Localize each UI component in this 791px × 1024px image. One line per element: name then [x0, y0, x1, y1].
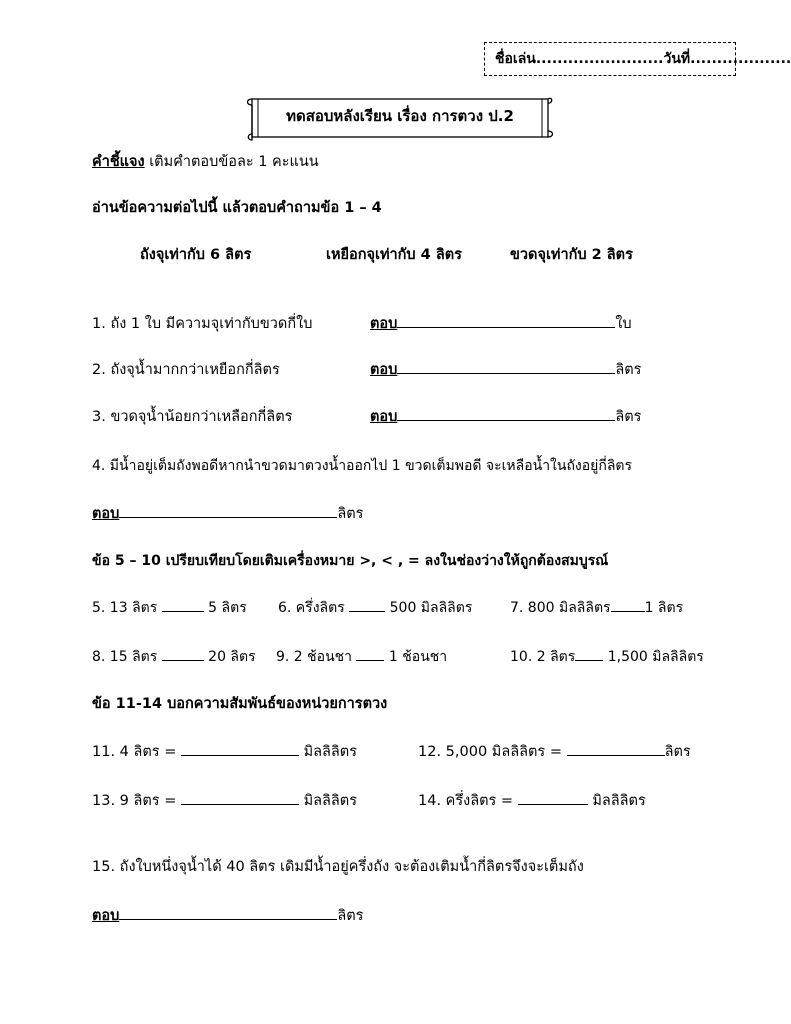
section3-heading: ข้อ 11-14 บอกความสัมพันธ์ของหน่วยการตวง: [92, 696, 388, 712]
q13-blank[interactable]: [181, 790, 299, 806]
answer-4[interactable]: [92, 502, 363, 525]
question-12[interactable]: [418, 740, 691, 763]
q13-unit: มิลลิลิตร: [303, 793, 357, 809]
q12-unit: ลิตร: [664, 744, 691, 760]
question-3: 3. ขวดจุน้ำน้อยกว่าเหลือกกี่ลิตร: [92, 409, 293, 425]
question-7[interactable]: [510, 597, 683, 619]
question-14[interactable]: [418, 789, 646, 812]
question-2: 2. ถังจุน้ำมากกว่าเหยือกกี่ลิตร: [92, 362, 280, 378]
q9-left: 9. 2 ช้อนชา: [276, 649, 353, 665]
answer-label: ตอบ: [370, 362, 398, 378]
q13-left: 13. 9 ลิตร =: [92, 793, 177, 809]
date-dots: ...................: [690, 51, 791, 67]
page-title: ทดสอบหลังเรียน เรื่อง การตวง ป.2: [286, 107, 514, 125]
answer-unit: ลิตร: [615, 362, 642, 378]
question-13[interactable]: [92, 789, 357, 812]
question-11[interactable]: [92, 740, 357, 763]
q10-blank[interactable]: [575, 646, 603, 661]
q8-blank[interactable]: [162, 646, 204, 661]
answer-label: ตอบ: [370, 409, 398, 425]
answer-unit: ใบ: [615, 316, 632, 332]
question-9[interactable]: [276, 646, 447, 668]
fact-bottle: ขวดจุเท่ากับ 2 ลิตร: [510, 247, 633, 263]
q14-left: 14. ครึ่งลิตร =: [418, 793, 514, 809]
q7-blank[interactable]: [611, 597, 645, 612]
answer-2[interactable]: [370, 358, 641, 381]
question-10[interactable]: [510, 646, 704, 668]
date-label: วันที่: [663, 51, 691, 67]
q8-left: 8. 15 ลิตร: [92, 649, 158, 665]
answer-15[interactable]: [92, 904, 363, 927]
question-4: 4. มีน้ำอยู่เต็มถังพอดีหากนำขวดมาตวงน้ำออกไป 1 ขวดเต็มพอดี จะเหลือน้ำในถังอยู่กี่ลิตร: [92, 458, 633, 474]
fact-bucket: ถังจุเท่ากับ 6 ลิตร: [140, 247, 252, 263]
q11-blank[interactable]: [181, 741, 299, 757]
answer-unit: ลิตร: [615, 409, 642, 425]
q6-left: 6. ครึ่งลิตร: [278, 600, 345, 616]
answer-label: ตอบ: [370, 316, 398, 332]
section1-heading: อ่านข้อความต่อไปนี้ แล้วตอบคำถามข้อ 1 – 4: [92, 200, 382, 216]
q5-right: 5 ลิตร: [208, 600, 247, 616]
fact-jug: เหยือกจุเท่ากับ 4 ลิตร: [326, 247, 462, 263]
section2-heading: ข้อ 5 – 10 เปรียบเทียบโดยเติมเครื่องหมาย >, < , = ลงในช่องว่างให้ถูกต้องสมบูรณ์: [92, 553, 609, 569]
answer-label: ตอบ: [92, 506, 120, 522]
q6-blank[interactable]: [349, 597, 385, 612]
q10-left: 10. 2 ลิตร: [510, 649, 576, 665]
answer-unit: ลิตร: [337, 506, 364, 522]
q14-unit: มิลลิลิตร: [592, 793, 646, 809]
q9-blank[interactable]: [356, 646, 384, 661]
instructions: [92, 150, 319, 173]
q5-blank[interactable]: [162, 597, 204, 612]
q12-blank[interactable]: [567, 741, 665, 757]
q8-right: 20 ลิตร: [208, 649, 256, 665]
answer-blank[interactable]: [397, 359, 615, 375]
q7-left: 7. 800 มิลลิลิตร: [510, 600, 611, 616]
answer-blank[interactable]: [397, 313, 615, 329]
answer-1[interactable]: [370, 312, 632, 335]
question-8[interactable]: [92, 646, 256, 668]
instructions-label: คำชี้แจง: [92, 154, 145, 170]
question-15: 15. ถังใบหนึ่งจุน้ำได้ 40 ลิตร เดิมมีน้ำอยู่ครึ่งถัง จะต้องเติมน้ำกี่ลิตรจึงจะเต็มถัง: [92, 859, 584, 875]
answer-3[interactable]: [370, 405, 641, 428]
answer-label: ตอบ: [92, 908, 120, 924]
q14-blank[interactable]: [518, 790, 588, 806]
q9-right: 1 ช้อนชา: [388, 649, 448, 665]
q5-left: 5. 13 ลิตร: [92, 600, 158, 616]
q11-unit: มิลลิลิตร: [303, 744, 357, 760]
q11-left: 11. 4 ลิตร =: [92, 744, 177, 760]
q7-right: 1 ลิตร: [644, 600, 684, 616]
instructions-text: เติมคำตอบข้อละ 1 คะแนน: [144, 154, 319, 170]
title-banner: [244, 92, 556, 142]
question-5[interactable]: [92, 597, 247, 619]
answer-blank[interactable]: [119, 905, 337, 921]
name-label: ชื่อเล่น: [495, 51, 536, 67]
question-6[interactable]: [278, 597, 472, 619]
q6-right: 500 มิลลิลิตร: [389, 600, 473, 616]
name-date-box[interactable]: [484, 42, 791, 76]
name-dots: ........................: [535, 51, 664, 67]
q10-right: 1,500 มิลลิลิตร: [607, 649, 704, 665]
answer-unit: ลิตร: [337, 908, 364, 924]
question-1: 1. ถัง 1 ใบ มีความจุเท่ากับขวดกี่ใบ: [92, 316, 313, 332]
answer-blank[interactable]: [397, 406, 615, 422]
answer-blank[interactable]: [119, 503, 337, 519]
q12-left: 12. 5,000 มิลลิลิตร =: [418, 744, 562, 760]
